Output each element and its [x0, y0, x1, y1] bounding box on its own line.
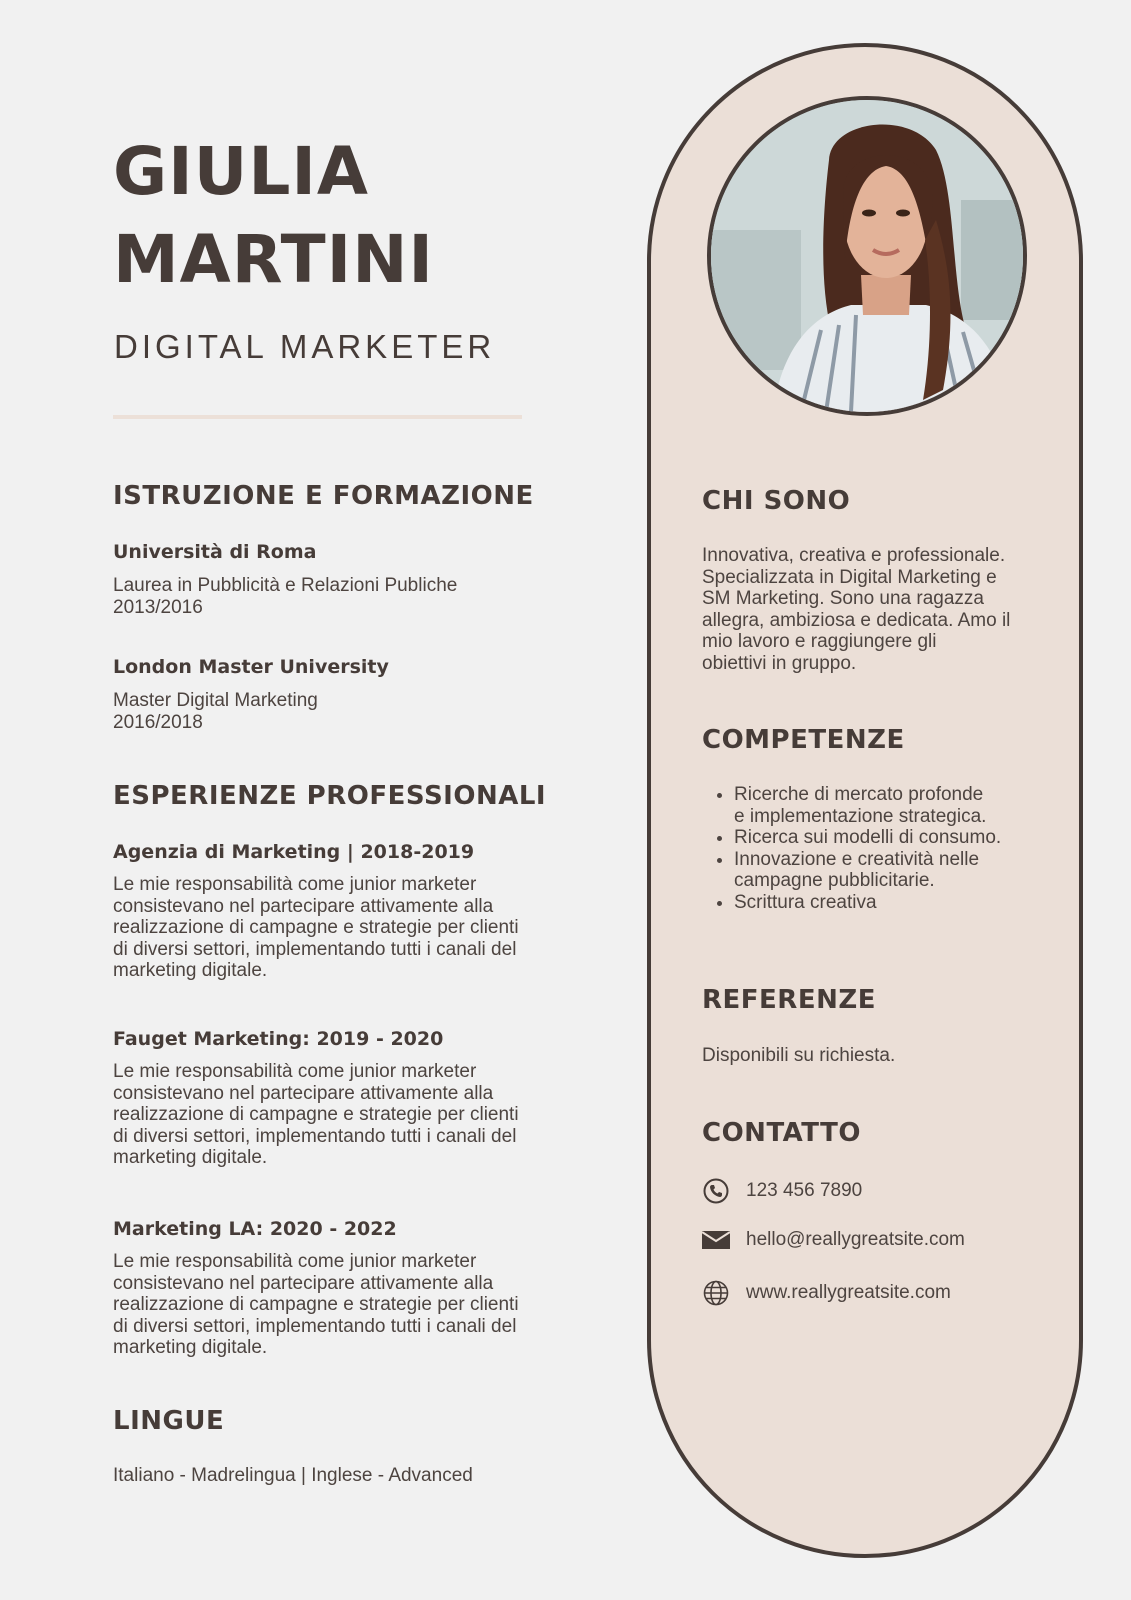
education-degree: Laurea in Pubblicità e Relazioni Publiche	[113, 575, 458, 596]
contact-heading: CONTATTO	[702, 1118, 861, 1148]
skills-list	[702, 784, 1094, 913]
experience-title: Fauget Marketing: 2019 - 2020	[113, 1028, 444, 1050]
skill-line: • Ricerca sui modelli di consumo.	[734, 827, 1002, 848]
skill-line: • Ricerche di mercato profonde	[734, 784, 984, 805]
contact-website	[702, 1278, 951, 1308]
experience-description	[113, 874, 613, 982]
description-line: realizzazione di campagne e strategie per clienti	[113, 917, 519, 938]
languages-heading: LINGUE	[113, 1406, 225, 1436]
description-line: Le mie responsabilità come junior marketer	[113, 874, 477, 895]
skill-line: e implementazione strategica.	[734, 805, 987, 827]
description-line: di diversi settori, implementando tutti i canali del	[113, 1315, 517, 1337]
skill-item	[734, 784, 1094, 827]
references-heading: REFERENZE	[702, 985, 876, 1015]
phone-number[interactable]: 123 456 7890	[746, 1180, 863, 1201]
education-heading: ISTRUZIONE E FORMAZIONE	[113, 481, 534, 511]
references-text: Disponibili su richiesta.	[702, 1045, 896, 1066]
phone-icon	[702, 1177, 730, 1205]
skills-heading: COMPETENZE	[702, 725, 905, 755]
education-years: 2016/2018	[113, 712, 203, 733]
email-icon	[702, 1226, 730, 1254]
about-line: obiettivi in gruppo.	[702, 652, 857, 674]
experience-heading: ESPERIENZE PROFESSIONALI	[113, 781, 547, 811]
skill-item	[734, 827, 1094, 849]
email-address[interactable]: hello@reallygreatsite.com	[746, 1229, 965, 1250]
languages-text: Italiano - Madrelingua | Inglese - Advanced	[113, 1465, 473, 1486]
education-degree: Master Digital Marketing	[113, 690, 318, 711]
globe-icon	[702, 1279, 730, 1307]
about-line: mio lavoro e raggiungere gli	[702, 631, 937, 652]
description-line: marketing digitale.	[113, 960, 268, 981]
profile-photo	[707, 96, 1027, 416]
skill-line: campagne pubblicitarie.	[734, 870, 935, 891]
skill-item	[734, 849, 1094, 892]
description-line: Le mie responsabilità come junior marketer	[113, 1251, 477, 1272]
about-text	[702, 545, 1072, 674]
skill-line: • Scrittura creativa	[734, 891, 877, 913]
skill-line: • Innovazione e creatività nelle	[734, 848, 980, 870]
about-heading: CHI SONO	[702, 486, 851, 516]
about-line: allegra, ambiziosa e dedicata. Amo il	[702, 609, 1011, 631]
description-line: consistevano nel partecipare attivamente alla	[113, 895, 494, 917]
experience-title: Agenzia di Marketing | 2018-2019	[113, 841, 475, 863]
description-line: marketing digitale.	[113, 1147, 268, 1168]
about-line: Innovativa, creativa e professionale.	[702, 545, 1006, 566]
about-line: Specializzata in Digital Marketing e	[702, 566, 997, 588]
description-line: di diversi settori, implementando tutti i canali del	[113, 938, 517, 960]
person-name	[113, 128, 434, 304]
description-line: marketing digitale.	[113, 1337, 268, 1358]
contact-phone	[702, 1176, 862, 1206]
experience-description	[113, 1061, 613, 1169]
job-title: DIGITAL MARKETER	[114, 328, 496, 365]
skill-item	[734, 892, 1094, 914]
description-line: consistevano nel partecipare attivamente alla	[113, 1272, 494, 1294]
about-line: SM Marketing. Sono una ragazza	[702, 588, 984, 609]
profile-photo-illustration	[711, 100, 1023, 412]
education-school: Università di Roma	[113, 541, 317, 563]
description-line: realizzazione di campagne e strategie per clienti	[113, 1294, 519, 1315]
last-name: MARTINI	[113, 221, 434, 298]
header-divider	[113, 415, 522, 419]
description-line: realizzazione di campagne e strategie per clienti	[113, 1104, 519, 1125]
contact-email	[702, 1225, 965, 1255]
experience-title: Marketing LA: 2020 - 2022	[113, 1218, 397, 1240]
experience-description	[113, 1251, 613, 1359]
website-url[interactable]: www.reallygreatsite.com	[746, 1282, 951, 1303]
description-line: di diversi settori, implementando tutti i canali del	[113, 1125, 517, 1147]
education-school: London Master University	[113, 656, 389, 678]
education-years: 2013/2016	[113, 597, 203, 618]
description-line: Le mie responsabilità come junior marketer	[113, 1061, 477, 1082]
first-name: GIULIA	[113, 133, 370, 210]
description-line: consistevano nel partecipare attivamente alla	[113, 1082, 494, 1104]
